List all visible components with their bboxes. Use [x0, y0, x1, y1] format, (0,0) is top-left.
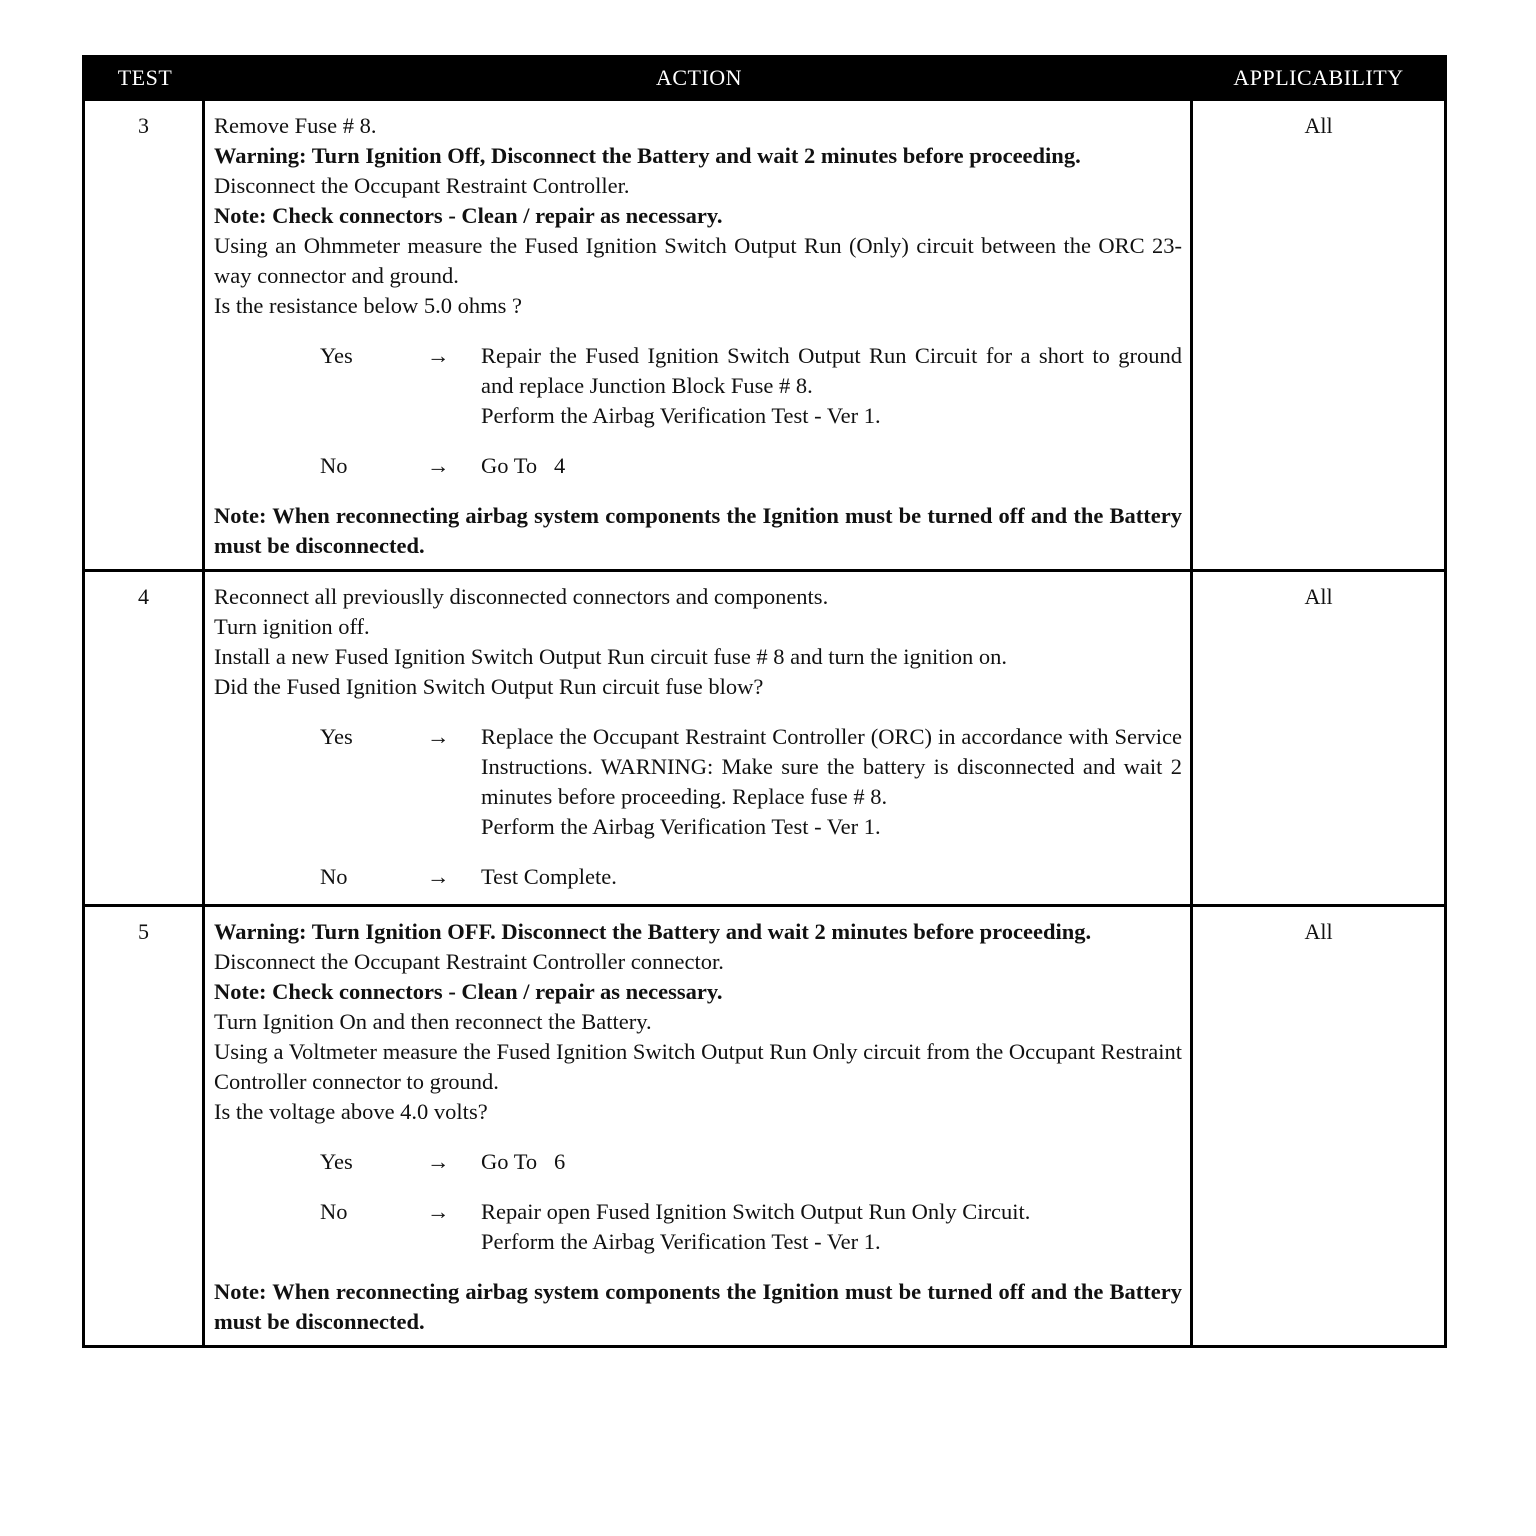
arrow-icon: → — [427, 1149, 450, 1174]
no-branch — [214, 1197, 1182, 1257]
applicability-value: All — [1304, 113, 1333, 138]
yes-branch — [214, 1147, 1182, 1177]
yes-label: Yes — [320, 1149, 353, 1174]
result-line: Replace the Occupant Restraint Controller (ORC) in accordance with Service Instructions. WARNING: Make sure the battery is disconnected and wait 2 minutes before proceeding. Replace fuse # 8. — [481, 724, 1182, 809]
action-step: Remove Fuse # 8. — [214, 113, 377, 138]
action-cell — [205, 572, 1193, 904]
result-line: Test Complete. — [481, 864, 617, 889]
note-text: Note: When reconnecting airbag system components the Ignition must be turned off and the Battery must be disconnected. — [214, 503, 1182, 558]
arrow-icon: → — [427, 724, 450, 749]
action-step: Turn Ignition On and then reconnect the Battery. — [214, 1009, 652, 1034]
table-row — [85, 904, 1444, 1345]
result-line: Perform the Airbag Verification Test - Ver 1. — [481, 1229, 881, 1254]
yes-label: Yes — [320, 724, 353, 749]
no-result — [481, 862, 1182, 892]
no-result — [481, 1197, 1182, 1257]
action-step: Disconnect the Occupant Restraint Controller. — [214, 173, 630, 198]
header-applicability: APPLICABILITY — [1233, 65, 1404, 90]
action-cell — [205, 907, 1193, 1345]
note-text: Note: When reconnecting airbag system components the Ignition must be turned off and the Battery must be disconnected. — [214, 1279, 1182, 1334]
yes-result — [481, 722, 1182, 842]
arrow-icon: → — [427, 864, 450, 889]
question-text: Is the resistance below 5.0 ohms ? — [214, 293, 523, 318]
yes-branch — [214, 341, 1182, 431]
test-number: 4 — [85, 572, 205, 904]
note-text: Note: Check connectors - Clean / repair as necessary. — [214, 203, 723, 228]
warning-text: Warning: Turn Ignition OFF. Disconnect the Battery and wait 2 minutes before proceeding. — [214, 919, 1092, 944]
action-step: Turn ignition off. — [214, 614, 370, 639]
action-step: Disconnect the Occupant Restraint Controller connector. — [214, 949, 724, 974]
arrow-icon: → — [427, 1199, 450, 1224]
applicability-value: All — [1304, 584, 1333, 609]
yes-result — [481, 1147, 1182, 1177]
question-text: Did the Fused Ignition Switch Output Run circuit fuse blow? — [214, 674, 764, 699]
result-line: Perform the Airbag Verification Test - Ver 1. — [481, 814, 881, 839]
question-text: Is the voltage above 4.0 volts? — [214, 1099, 488, 1124]
action-cell — [205, 101, 1193, 569]
no-result — [481, 451, 1182, 481]
result-line: Repair the Fused Ignition Switch Output Run Circuit for a short to ground and replace Junction Block Fuse # 8. — [481, 343, 1182, 398]
arrow-icon: → — [427, 453, 450, 478]
yes-branch — [214, 722, 1182, 842]
action-step: Reconnect all previouslly disconnected connectors and components. — [214, 584, 829, 609]
action-step: Using a Voltmeter measure the Fused Ignition Switch Output Run Only circuit from the Occupant Restraint Controller connector to ground. — [214, 1039, 1182, 1094]
no-label: No — [320, 453, 348, 478]
diagnostic-table — [82, 55, 1447, 1348]
yes-result — [481, 341, 1182, 431]
table-row — [85, 98, 1444, 569]
no-branch — [214, 862, 1182, 892]
action-step: Install a new Fused Ignition Switch Output Run circuit fuse # 8 and turn the ignition on. — [214, 644, 1008, 669]
result-line: Perform the Airbag Verification Test - Ver 1. — [481, 403, 881, 428]
applicability-value: All — [1304, 919, 1333, 944]
table-row — [85, 569, 1444, 904]
test-number: 3 — [85, 101, 205, 569]
test-number: 5 — [85, 907, 205, 1345]
yes-label: Yes — [320, 343, 353, 368]
no-label: No — [320, 864, 348, 889]
no-branch — [214, 451, 1182, 481]
result-line: Repair open Fused Ignition Switch Output Run Only Circuit. — [481, 1199, 1031, 1224]
action-step: Using an Ohmmeter measure the Fused Ignition Switch Output Run (Only) circuit between the ORC 23-way connector and ground. — [214, 233, 1182, 288]
arrow-icon: → — [427, 343, 450, 368]
table-header — [85, 58, 1444, 98]
result-line: Go To 4 — [481, 453, 566, 478]
warning-text: Warning: Turn Ignition Off, Disconnect the Battery and wait 2 minutes before proceeding. — [214, 143, 1081, 168]
no-label: No — [320, 1199, 348, 1224]
header-action: ACTION — [655, 65, 743, 90]
note-text: Note: Check connectors - Clean / repair as necessary. — [214, 979, 723, 1004]
result-line: Go To 6 — [481, 1149, 566, 1174]
header-test: TEST — [117, 65, 173, 90]
